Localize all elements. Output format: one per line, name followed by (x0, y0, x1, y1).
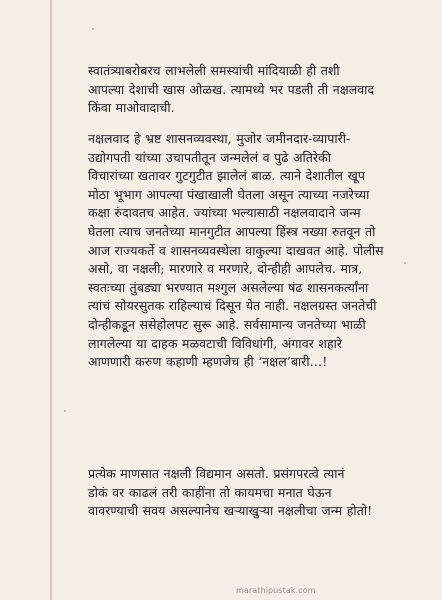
paragraph-body (88, 130, 400, 372)
text-line: आज राज्यकर्ते व शासनव्यवस्थेला वाकुल्या दाखवत आहे. पोलीस (88, 242, 384, 258)
text-line: स्वातंत्र्याबरोबरच लाभलेली समस्यांची मांदियाळी ही तशी (88, 63, 340, 78)
text-line: मोठा भूभाग आपल्या पंखाखाली घेतला असून त्याच्या नजरेच्या (88, 186, 370, 202)
text-line: डोकं वर काढलं तरी काहींना तो कायमचा मनात घेऊन (88, 484, 332, 500)
text-line: वावरण्याची सवय असल्यानेच खऱ्याखुऱ्या नक्षलीचा जन्म होतो! (88, 503, 373, 519)
text-line: असो, वा नक्षली; मारणारे व मरणारे, दोन्हीही आपलेच. मात्र, (88, 261, 363, 277)
text-line: दोन्हीकडून ससेहोलपट सुरू आहे. सर्वसामान्य जनतेच्या भाळी (88, 316, 366, 332)
paper-speck (64, 410, 66, 412)
text-line: लागलेल्या या दाहक मळवटाची विविधांगी, अंगावर शहारे (88, 335, 343, 351)
text-line: विचारांच्या खतावर गुटगुटीत झालेलं बाळ. त्याने देशातील खूप (88, 168, 366, 184)
paragraph-intro (88, 62, 400, 118)
text-line: कक्षा रुंदावतच आहेत. ज्यांच्या भल्यासाठी नक्षलवादाने जन्म (88, 205, 361, 221)
text-line: आपल्या देशाची खास ओळख. त्यामध्ये भर पडली ती नक्षलवाद (88, 81, 375, 97)
paper-speck (404, 262, 406, 264)
paragraph-closing (88, 465, 400, 521)
paper-speck (92, 28, 94, 30)
text-line: नक्षलवाद हे भ्रष्ट शासनव्यवस्था, मुजोर जमीनदार-व्यापारी- (88, 131, 351, 146)
text-line: घेतला त्याच जनतेच्या मानगुटीत आपल्या हिंस्त्र नख्या रुतवून तो (88, 223, 376, 239)
text-line: प्रत्येक माणसात नक्षली विद्यमान असतो. प्रसंगपरत्वे त्यानं (88, 466, 345, 481)
text-line: स्वतःच्या तुंबड्या भरण्यात मश्गुल असलेल्या षंढ शासनकर्त्यांना (88, 279, 369, 295)
text-line: किंवा माओवादाची. (88, 100, 175, 116)
text-line: उद्योगपती यांच्या उचापतीतून जन्मलेलं व पुढे अतिरेकी (88, 149, 332, 165)
text-line: आणणारी करुण कहाणी म्हणजेच ही ‘नक्षल’बारी…! (88, 354, 328, 370)
page-footer: marathipustak.com (236, 586, 316, 595)
text-line: त्यांचं सोयरसुतक राहिल्याचं दिसून येत नाही. नक्षलग्रस्त जनतेची (88, 298, 377, 314)
